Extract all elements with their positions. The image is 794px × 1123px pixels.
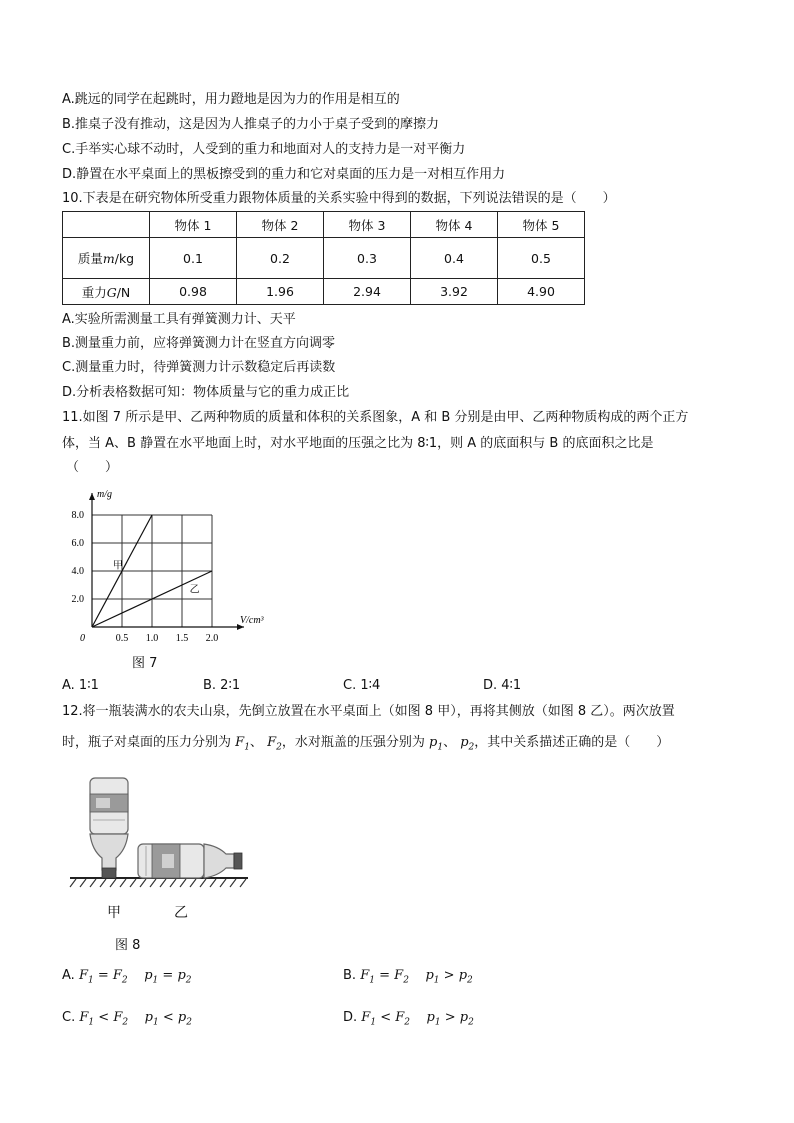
table-cell: 3.92 — [411, 279, 498, 305]
table-header-cell: 物体 4 — [411, 212, 498, 238]
q9-option-d: D.静置在水平桌面上的黑板擦受到的重力和它对桌面的压力是一对相互作用力 — [62, 167, 506, 182]
q12-option-a: A. $F_1 = F_2$ $p_1 = p_2$ — [62, 968, 192, 986]
q11-option-c: C. 1∶4 — [343, 678, 381, 693]
symbol-p1: $p_1$ — [429, 735, 444, 753]
q12-option-c: C. $F_1 < F_2$ $p_1 < p_2$ — [62, 1010, 192, 1028]
table-header-cell: 物体 5 — [498, 212, 585, 238]
y-tick-label: 2.0 — [71, 594, 84, 605]
q11-option-d: D. 4∶1 — [483, 678, 522, 693]
series-label: 甲 — [113, 560, 123, 572]
table-row-label: 重力G/N — [63, 279, 150, 305]
table-header-row — [63, 212, 585, 238]
q10-option-b: B.测量重力前，应将弹簧测力计在竖直方向调零 — [62, 336, 336, 351]
y-axis-arrow — [89, 493, 95, 500]
q10-option-c: C.测量重力时，待弹簧测力计示数稳定后再读数 — [62, 360, 336, 375]
table-header-cell: 物体 2 — [237, 212, 324, 238]
q9-option-a: A.跳远的同学在起跳时，用力蹬地是因为力的作用是相互的 — [62, 92, 400, 107]
x-axis-label: V/cm³ — [240, 615, 264, 626]
y-axis-label: m/g — [97, 489, 112, 500]
q12-stem-line1: 12.将一瓶装满水的农夫山泉，先倒立放置在水平桌面上（如图 8 甲），再将其侧放（如图 8 乙）。两次放置 — [62, 704, 675, 719]
table-cell: 0.4 — [411, 238, 498, 279]
q12-option-d: D. $F_1 < F_2$ $p_1 > p_2$ — [343, 1010, 474, 1028]
table-header-cell: 物体 3 — [324, 212, 411, 238]
table-header-cell — [63, 212, 150, 238]
y-tick-label: 6.0 — [71, 538, 84, 549]
q12-option-b: B. $F_1 = F_2$ $p_1 > p_2$ — [343, 968, 473, 986]
figure-7-chart — [60, 488, 290, 644]
figure-8-label-yi: 乙 — [174, 905, 188, 921]
q10-option-a: A.实验所需测量工具有弹簧测力计、天平 — [62, 312, 296, 327]
x-tick-label: 0.5 — [115, 633, 129, 644]
q10-stem: 10.下表是在研究物体所受重力跟物体质量的关系实验中得到的数据，下列说法错误的是（ ） — [62, 191, 616, 206]
symbol-p2: $p_2$ — [460, 735, 475, 753]
q11-stem-line1: 11.如图 7 所示是甲、乙两种物质的质量和体积的关系图象，A 和 B 分别是由甲、乙两种物质构成的两个正方 — [62, 410, 689, 425]
table-cell: 0.98 — [150, 279, 237, 305]
table-row-weight — [63, 279, 585, 305]
inverted-bottle — [90, 778, 128, 878]
lying-bottle — [138, 844, 242, 878]
table-cell: 2.94 — [324, 279, 411, 305]
table-cell: 0.1 — [150, 238, 237, 279]
table-cell: 0.5 — [498, 238, 585, 279]
x-tick-label: 2.0 — [205, 633, 219, 644]
q11-stem-line3: （ ） — [66, 460, 119, 475]
table-cell: 4.90 — [498, 279, 585, 305]
figure-8-bottles — [66, 770, 256, 920]
symbol-f2: $F_2$ — [267, 735, 282, 753]
q9-option-b: B.推桌子没有推动，这是因为人推桌子的力小于桌子受到的摩擦力 — [62, 117, 440, 132]
q11-option-a: A. 1∶1 — [62, 678, 99, 693]
table-row-label: 质量m/kg — [63, 238, 150, 279]
q10-option-d: D.分析表格数据可知：物体质量与它的重力成正比 — [62, 385, 350, 400]
symbol-f1: $F_1$ — [235, 735, 250, 753]
q9-option-c: C.手举实心球不动时，人受到的重力和地面对人的支持力是一对平衡力 — [62, 142, 466, 157]
table-header-cell: 物体 1 — [150, 212, 237, 238]
figure-8-label-jia: 甲 — [107, 905, 121, 921]
table-cell: 0.3 — [324, 238, 411, 279]
x-tick-label: 1.5 — [175, 633, 189, 644]
origin-label: 0 — [80, 633, 85, 644]
q11-option-b: B. 2∶1 — [203, 678, 241, 693]
table-row-mass — [63, 238, 585, 279]
x-tick-label: 1.0 — [145, 633, 159, 644]
table-cell: 1.96 — [237, 279, 324, 305]
q10-data-table — [62, 211, 585, 305]
q12-stem-line2: 时，瓶子对桌面的压力分别为 $F_1$、 $F_2$，水对瓶盖的压强分别为 $p_1$、 $p_2$，其中关系描述正确的是（ ） — [62, 735, 670, 753]
y-tick-label: 8.0 — [71, 510, 84, 521]
q11-stem-line2: 体，当 A、B 静置在水平地面上时，对水平地面的压强之比为 8∶1，则 A 的底面积与 B 的底面积之比是 — [62, 436, 654, 451]
table-cell: 0.2 — [237, 238, 324, 279]
figure-8-caption: 图 8 — [115, 938, 141, 953]
figure-7-caption: 图 7 — [132, 656, 158, 671]
y-tick-label: 4.0 — [71, 566, 84, 577]
series-label: 乙 — [189, 584, 200, 596]
